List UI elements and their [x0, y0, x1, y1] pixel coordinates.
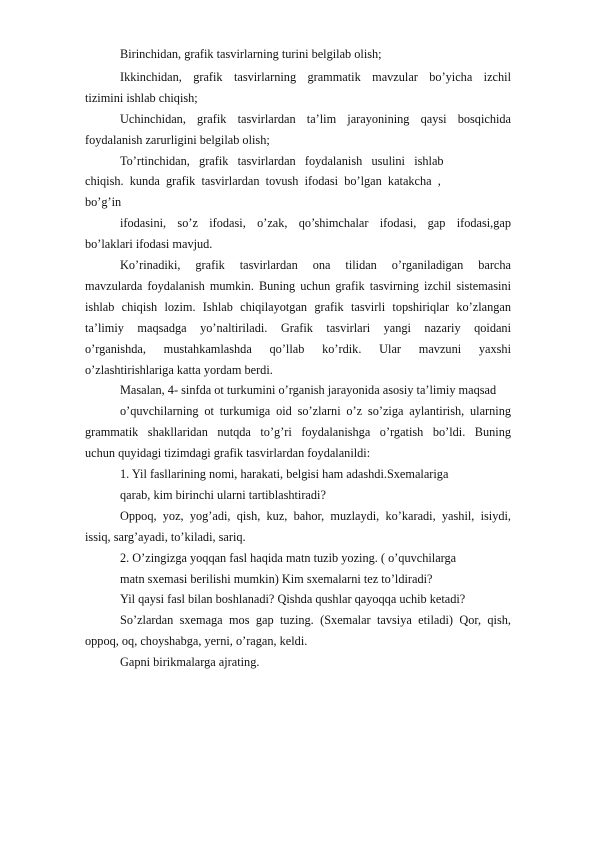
text-line: Gapni birikmalarga ajrating.: [120, 655, 260, 669]
text-line: grammatik shakllaridan nutqda to’g’ri foydalanishga o’rgatish bo’ldi. Buning: [85, 425, 511, 439]
text-line: Birinchidan, grafik tasvirlarning turini belgilab olish;: [120, 47, 382, 61]
text-line: o’quvchilarning ot turkumiga oid so’zlarni o’z so’ziga aylantirish, ularning: [120, 404, 511, 418]
text-line: Masalan, 4- sinfda ot turkumini o’rganish jarayonida asosiy ta’limiy maqsad: [120, 383, 497, 397]
text-line: o’rganishda, mustahkamlashda qo’llab ko’rdik. Ular mavzuni yaxshi: [85, 342, 511, 356]
text-line: oppoq, oq, choyshabga, yerni, o’ragan, keldi.: [85, 634, 308, 648]
text-line: 2. O’zingizga yoqqan fasl haqida matn tuzib yozing. ( o’quvchilarga: [120, 551, 457, 565]
text-line: So’zlardan sxemaga mos gap tuzing. (Sxemalar tavsiya etiladi) Qor, qish,: [120, 613, 511, 627]
text-line: To’rtinchidan, grafik tasvirlardan foydalanish usulini ishlab: [120, 154, 444, 168]
text-line: bo’g’in: [85, 195, 122, 209]
text-line: Yil qaysi fasl bilan boshlanadi? Qishda qushlar qayoqqa uchib ketadi?: [120, 592, 466, 606]
text-line: ishlab chiqish lozim. Ishlab chiqilayotgan grafik tasvirli topshiriqlar ko’zlangan: [85, 300, 511, 314]
text-line: bo’laklari ifodasi mavjud.: [85, 237, 213, 251]
text-line: chiqish. kunda grafik tasvirlardan tovush ifodasi bo’lgan katakcha ,: [85, 174, 441, 188]
text-line: Ikkinchidan, grafik tasvirlarning grammatik mavzular bo’yicha izchil: [120, 70, 511, 84]
text-line: o’zlashtirishlariga katta yordam berdi.: [85, 363, 273, 377]
text-line: Uchinchidan, grafik tasvirlardan ta’lim jarayonining qaysi bosqichida: [120, 112, 511, 126]
text-line: foydalanish zarurligini belgilab olish;: [85, 133, 270, 147]
text-line: issiq, sarg’ayadi, to’kiladi, sariq.: [85, 530, 246, 544]
text-line: ta’limiy maqsadga yo’naltiriladi. Grafik tasvirlari yangi nazariy qoidani: [85, 321, 511, 335]
text-line: mavzularda foydalanish mumkin. Buning uchun grafik tasvirning izchil sistemasini: [85, 279, 511, 293]
text-line: Oppoq, yoz, yog’adi, qish, kuz, bahor, muzlaydi, ko’karadi, yashil, isiydi,: [120, 509, 511, 523]
text-line: tizimini ishlab chiqish;: [85, 91, 198, 105]
text-line: matn sxemasi berilishi mumkin) Kim sxemalarni tez to’ldiradi?: [120, 572, 433, 586]
text-line: ifodasini, so’z ifodasi, o’zak, qo’shimchalar ifodasi, gap ifodasi,gap: [120, 216, 511, 230]
text-line: 1. Yil fasllarining nomi, harakati, belgisi ham adashdi.Sxemalariga: [120, 467, 449, 481]
text-line: Ko’rinadiki, grafik tasvirlardan ona tilidan o’rganiladigan barcha: [120, 258, 511, 272]
text-line: qarab, kim birinchi ularni tartiblashtiradi?: [120, 488, 326, 502]
text-line: uchun quyidagi tizimdagi grafik tasvirlardan foydalanildi:: [85, 446, 371, 460]
